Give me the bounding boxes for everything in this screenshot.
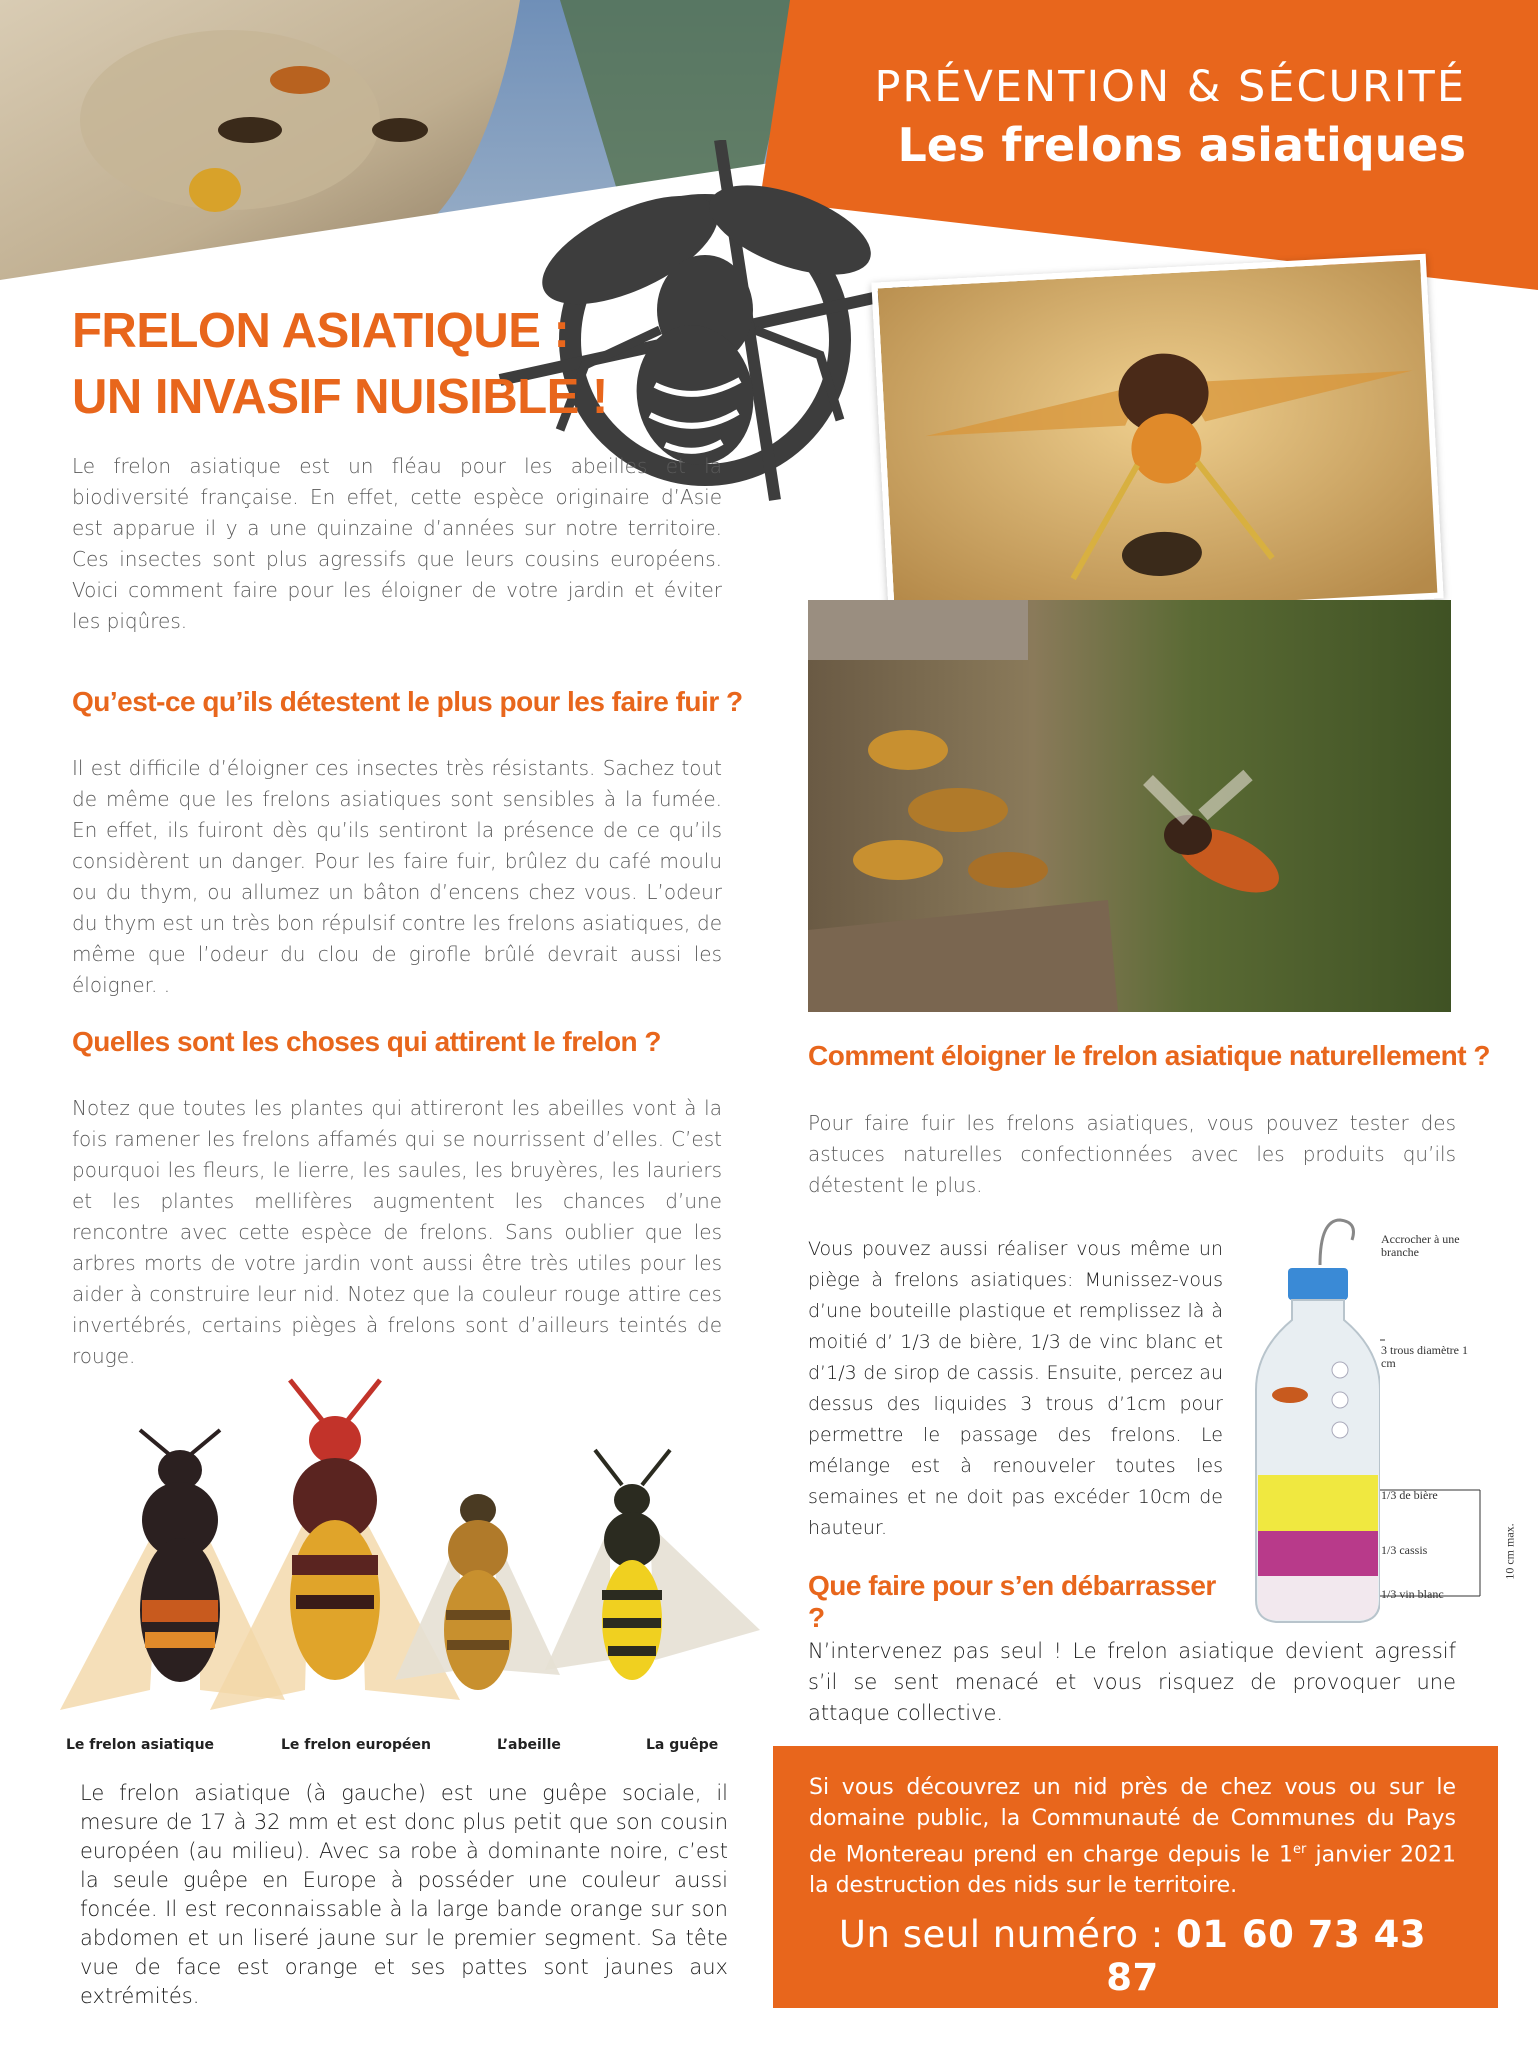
bottle-label-height: 10 cm max.	[1502, 1523, 1517, 1580]
section1-title: Qu’est-ce qu’ils détestent le plus pour les faire fuir ?	[72, 686, 743, 717]
caption-wasp: La guêpe	[646, 1737, 719, 1753]
callout-text	[809, 1772, 1456, 1901]
phone-label: Un seul numéro :	[838, 1913, 1176, 1957]
section4-body: N’intervenez pas seul ! Le frelon asiatique devient agressif s’il se sent menacé et vous risquez de provoquer une attaque collective.	[808, 1639, 1456, 1725]
bee-figure	[395, 1494, 560, 1690]
phone-number[interactable]: 01 60 73 43 87	[1106, 1913, 1427, 2000]
callout-text-part1: Si vous découvrez un nid près de chez vous ou sur le domaine public, la Communauté de Communes du Pays de Montereau prend en charge depuis le 1	[809, 1775, 1456, 1868]
bottle-label-cassis: 1/3 cassis	[1381, 1543, 1428, 1557]
bottle-trap-diagram	[1240, 1210, 1380, 1630]
headline-line-2: UN INVASIF NUISIBLE !	[72, 370, 608, 424]
callout-text-part2: janvier 2021 la destruction des nids sur le territoire.	[809, 1842, 1456, 1899]
bottle-label-holes: 3 trous diamètre 1 cm	[1381, 1343, 1468, 1370]
page-headline	[72, 298, 608, 430]
hornet-beehive-photo	[808, 600, 1451, 1012]
header-kicker: PRÉVENTION & SÉCURITÉ	[874, 62, 1466, 112]
comparison-paragraph: Le frelon asiatique (à gauche) est une guêpe sociale, il mesure de 17 à 32 mm et est donc plus petit que son cousin européen (au milieu). Avec sa robe à dominante noire, c’est la seule guêpe en Europe à posséder une couleur aussi foncée. Il est reconnaissable à la large bande orange sur son abdomen et un liseré jaune sur le premier segment. Sa tête vue de face est orange et ses pattes sont jaunes aux extrémités.	[80, 1781, 728, 2008]
caption-asian-hornet: Le frelon asiatique	[66, 1737, 215, 1753]
section3-body: Pour faire fuir les frelons asiatiques, vous pouvez tester des astuces naturelles confectionnées avec les produits qu’ils détestent le plus.	[808, 1111, 1456, 1197]
section4-title: Que faire pour s’en débarrasser ?	[808, 1570, 1216, 1633]
header-title: Les frelons asiatiques	[897, 118, 1466, 172]
section3-title: Comment éloigner le frelon asiatique naturellement ?	[808, 1040, 1490, 1071]
hornet-photo-closeup	[871, 254, 1443, 628]
insect-comparison-illustration	[40, 1370, 770, 1735]
header-titles	[874, 62, 1466, 172]
callout-phone-line	[809, 1913, 1456, 1999]
bottle-label-beer: 1/3 de bière	[1381, 1488, 1438, 1502]
bottle-label-hang: Accrocher à une branche	[1381, 1232, 1460, 1259]
contact-callout	[773, 1746, 1498, 2008]
intro-paragraph: Le frelon asiatique est un fléau pour les abeilles et la biodiversité française. En effet, cette espèce originaire d’Asie est apparue il y a une quinzaine d’années sur notre territoire. Ces insectes sont plus agressifs que leurs cousins européens. Voici comment faire pour les éloigner de votre jardin et éviter les piqûres.	[72, 454, 722, 633]
wasp-figure	[545, 1450, 760, 1680]
caption-bee: L’abeille	[497, 1737, 561, 1753]
trap-instructions: Vous pouvez aussi réaliser vous même un piège à frelons asiatiques: Munissez-vous d’une bouteille plastique et remplissez là à moitié d’ 1/3 de bière, 1/3 de vinc blanc et d’1/3 de sirop de cassis. Ensuite, percez au dessus des liquides 3 trous d’1cm pour permettre le passage des frelons. Le mélange est à renouveler toutes les semaines et ne doit pas excéder 10cm de hauteur.	[808, 1238, 1223, 1539]
headline-line-1: FRELON ASIATIQUE :	[72, 304, 570, 358]
bottle-label-wine: 1/3 vin blanc	[1381, 1587, 1444, 1601]
callout-ordinal-sup: er	[1292, 1842, 1307, 1857]
section2-title: Quelles sont les choses qui attirent le frelon ?	[72, 1026, 662, 1057]
caption-european-hornet: Le frelon européen	[281, 1737, 432, 1753]
section2-body: Notez que toutes les plantes qui attireront les abeilles vont à la fois ramener les frelons affamés qui se nourrissent d’elles. C’est pourquoi les fleurs, le lierre, les saules, les bruyères, les lauriers et les plantes mellifères augmentent les chances d’une rencontre avec cette espèce de frelons. Sans oublier que les arbres morts de votre jardin vont aussi être très utiles pour les aider à construire leur nid. Notez que la couleur rouge attire ces invertébrés, certains pièges à frelons sont d’ailleurs teintés de rouge.	[72, 1096, 722, 1368]
section1-body: Il est difficile d’éloigner ces insectes très résistants. Sachez tout de même que les frelons asiatiques sont sensibles à la fumée. En effet, ils fuiront dès qu’ils sentiront la présence de ce qu’ils considèrent un danger. Pour les faire fuir, brûlez du café moulu ou du thym, ou allumez un bâton d’encens chez vous. L’odeur du thym est un très bon répulsif contre les frelons asiatiques, de même que l’odeur du clou de girofle brûlé devrait aussi les éloigner. .	[72, 756, 722, 997]
